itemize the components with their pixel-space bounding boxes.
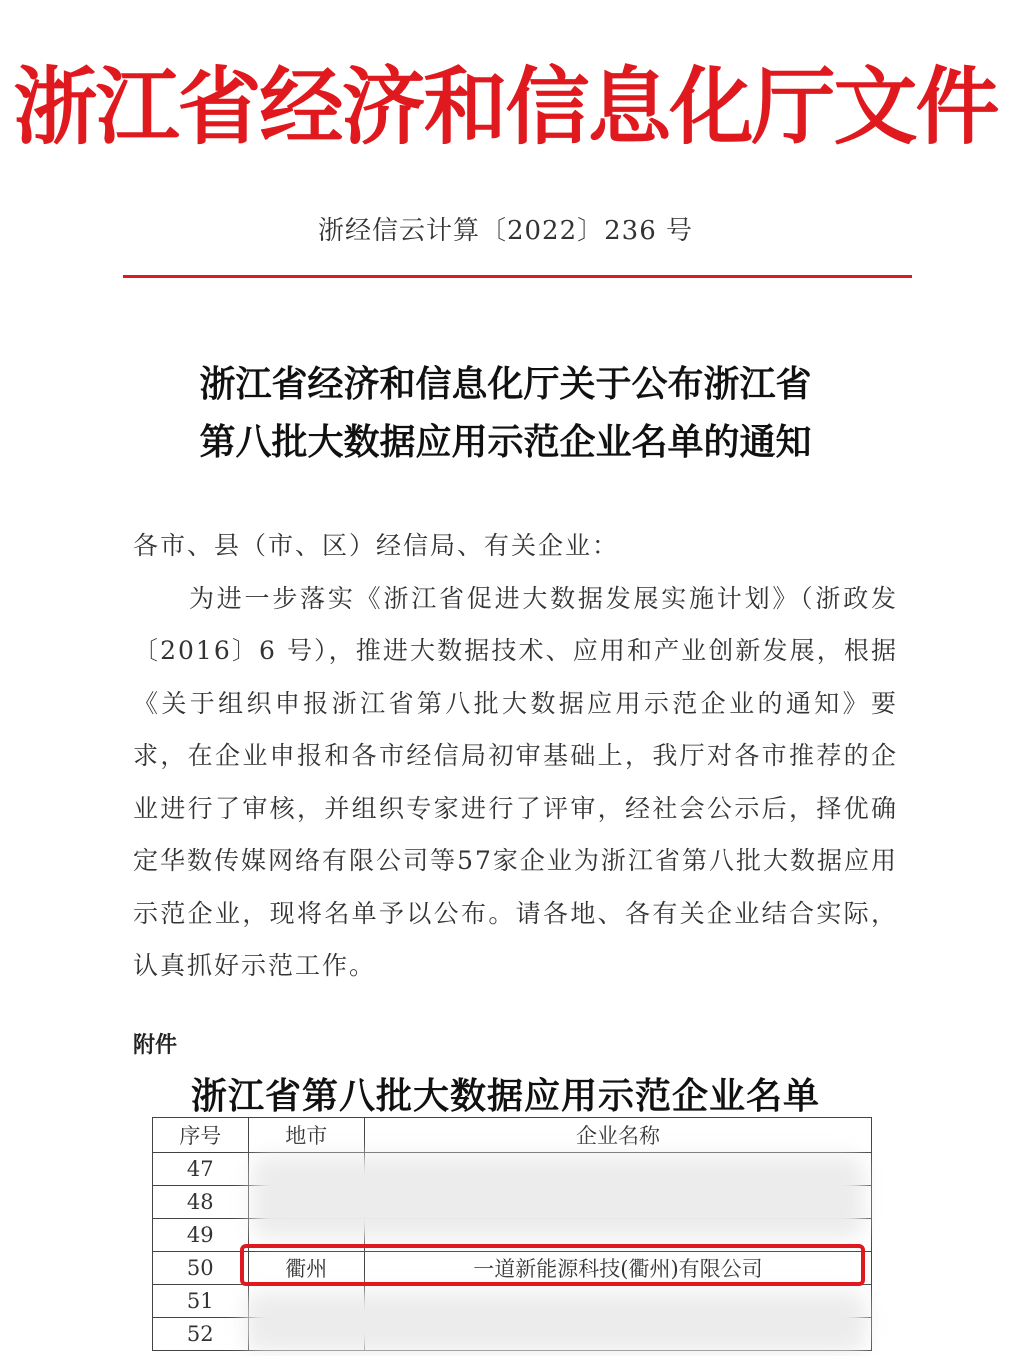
- attachment-label: 附件: [133, 1033, 178, 1058]
- row-name: 一道新能源科技(衢州)有限公司: [364, 1252, 871, 1285]
- row-no: 48: [153, 1186, 249, 1219]
- body-paragraph: 为进一步落实《浙江省促进大数据发展实施计划》（浙政发〔2016〕6 号），推进大数据技术、应用和产业创新发展，根据《关于组织申报浙江省第八批大数据应用示范企业的通知》要求，在企业申报和各市经信局初审基础上，我厅对各市推荐的企业进行了审核，并组织专家进行了评审，经社会公示后，择优确定华数传媒网络有限公司等57家企业为浙江省第八批大数据应用示范企业，现将名单予以公布。请各地、各有关企业结合实际，认真抓好示范工作。: [133, 583, 898, 980]
- notice-title-line2: 第八批大数据应用示范企业名单的通知: [199, 421, 812, 463]
- header-city: 地市: [248, 1118, 364, 1153]
- notice-title-line1: 浙江省经济和信息化厅关于公布浙江省: [199, 363, 812, 405]
- notice-title: [0, 355, 1011, 471]
- salutation: 各市、县（市、区）经信局、有关企业：: [133, 531, 620, 560]
- redaction-blur-top: [252, 1156, 864, 1238]
- row-city: 衢州: [248, 1252, 364, 1285]
- redaction-blur-bottom: [246, 1292, 866, 1352]
- notice-body: [133, 520, 898, 993]
- table-header-row: [153, 1118, 872, 1153]
- row-no: 51: [153, 1285, 249, 1318]
- red-divider: [123, 275, 912, 278]
- row-no: 50: [153, 1252, 249, 1285]
- document-masthead: 浙江省经济和信息化厅文件: [13, 57, 998, 156]
- row-no: 47: [153, 1153, 249, 1186]
- document-number: 浙经信云计算〔2022〕236 号: [317, 216, 694, 246]
- highlight-box: [240, 1244, 865, 1286]
- header-no: 序号: [153, 1118, 249, 1153]
- header-name: 企业名称: [364, 1118, 871, 1153]
- table-title: 浙江省第八批大数据应用示范企业名单: [190, 1075, 820, 1117]
- row-no: 49: [153, 1219, 249, 1252]
- row-no: 52: [153, 1318, 249, 1351]
